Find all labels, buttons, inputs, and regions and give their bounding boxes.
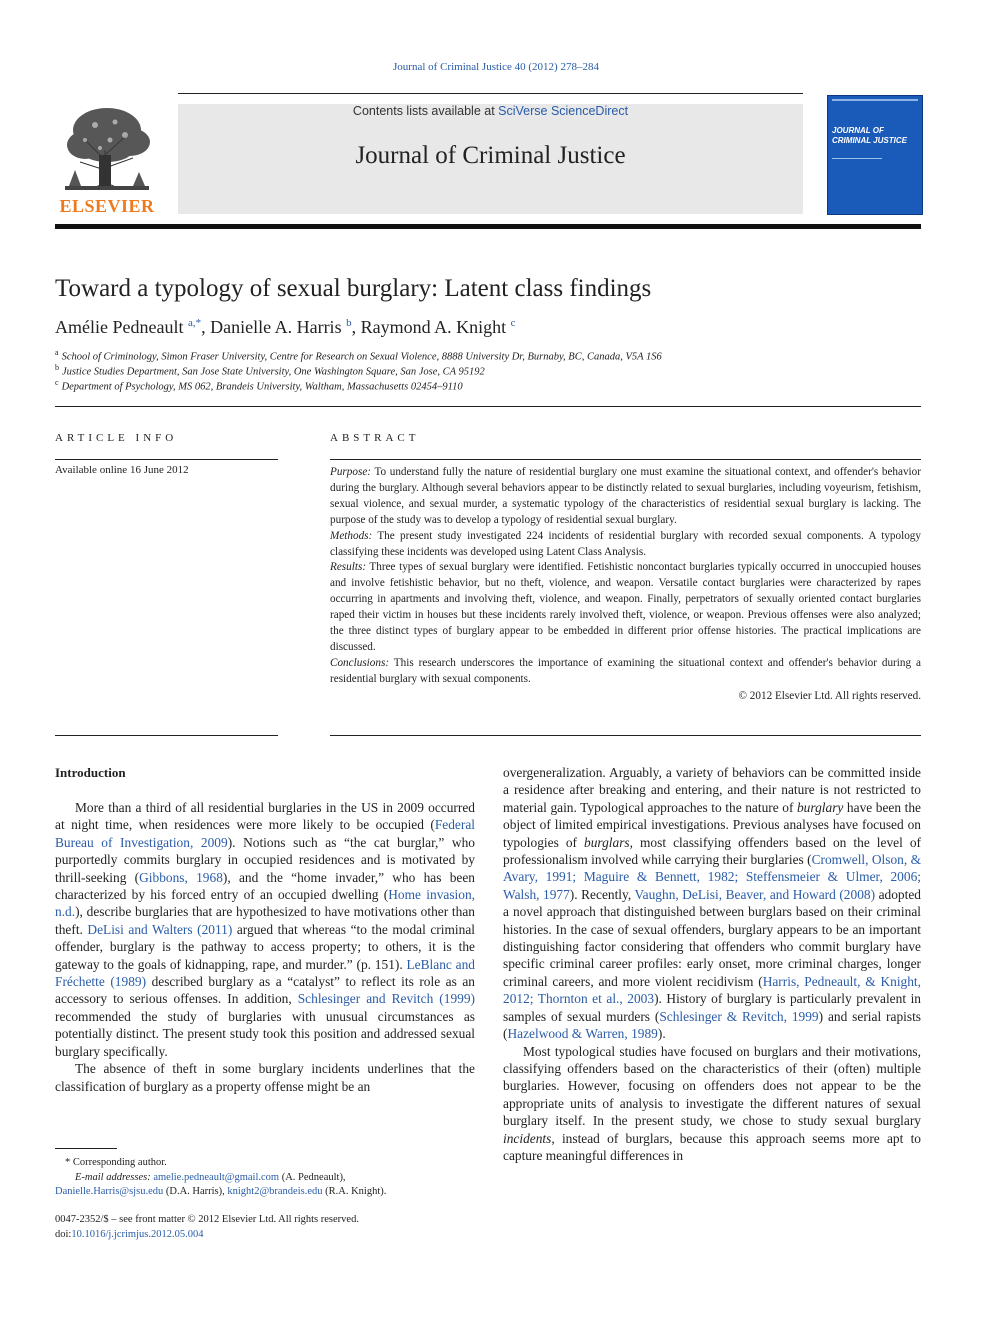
article-info-rule: [55, 459, 278, 460]
citation-link[interactable]: Schlesinger & Revitch, 1999: [659, 1008, 819, 1024]
abstract-text: Three types of sexual burglary were identified. Fetishistic noncontact burglaries typically occurred in unoccupied houses and involve fetishistic behavior, but no theft, violence, and weapon. Versatile contact burglaries were characterized by rapes occurring in apartments and involving theft, violence, and weapon. Finally, perpetrators of sexually oriented contact burglaries raped their victim in houses but these incidents rarely involved theft, violence, or weapon. Previous offenses were also analyzed; the three distinct types of burglary appear to be embedded in different prior offense histories. The practical implications are discussed.: [330, 561, 921, 653]
cover-top-bar: [832, 99, 918, 101]
author-affil-link[interactable]: c: [510, 317, 516, 329]
right-column: [503, 764, 921, 1164]
abstract-purpose: [330, 465, 921, 529]
header-rule: [178, 93, 803, 94]
journal-cover-thumbnail[interactable]: [827, 95, 923, 215]
citation-link[interactable]: Hazelwood & Warren, 1989: [507, 1026, 658, 1042]
body-paragraph: Most typological studies have focused on burglars and their motivations, classifying offenders based on the characteristics of their (often) multiple burglaries. However, focusing on offenders does not appear to be the appropriate units of analysis to investigate the different natures of sexual burglary itself. In the present study, we chose to study sexual burglary incidents, instead of burglars, because this approach seems more apt to capture meaningful differences in: [503, 1043, 921, 1163]
article-info-bottom-rule: [55, 735, 278, 736]
elsevier-wordmark: ELSEVIER: [59, 196, 155, 216]
abstract-label: Results:: [330, 561, 367, 574]
abstract-text: To understand fully the nature of residential burglary one must examine the situational context, and offender's behavior during the burglary. Although several behaviors appear to be distinctly related to sexual burglaries, including voyeurism, fetishism, sexual violence, and sexual murder, a systematic typology of the characteristics of residential sexual burglary is lacking. The purpose of the study was to develop a typology of residential sexual burglary.: [330, 466, 921, 526]
left-column: [55, 799, 475, 1095]
citation-link[interactable]: DeLisi and Walters (2011): [87, 921, 233, 937]
footnote-rule: [55, 1148, 117, 1149]
contents-prefix: Contents lists available at: [352, 104, 499, 118]
introduction-heading: Introduction: [55, 765, 126, 780]
contents-available-line: [178, 104, 803, 118]
abstract-heading: ABSTRACT: [330, 432, 420, 444]
abstract-label: Purpose:: [330, 466, 372, 478]
citation-link[interactable]: Cromwell, Olson, & Avary, 1991; Maguire & Bennett, 1982; Steffensmeier & Ulmer, 2006; Walsh, 1977: [503, 852, 922, 902]
issn-block: [55, 1213, 359, 1242]
abstract-conclusions: [330, 656, 921, 688]
author-affil-link[interactable]: a,*: [187, 317, 202, 329]
doi-link[interactable]: 10.1016/j.jcrimjus.2012.05.004: [71, 1228, 204, 1240]
citation-link[interactable]: LeBlanc and Fréchette (1989): [55, 956, 475, 990]
body-paragraph: The absence of theft in some burglary incidents underlines that the classification of burglary as a property offense might be an: [55, 1061, 475, 1094]
author-list: Amélie Pedneault $^{a,*}$, Danielle A. Harris $^b$, Raymond A. Knight $^c$: [55, 317, 516, 337]
affiliation-text: Department of Psychology, MS 062, Brandeis University, Waltham, Massachusetts 02454–9110: [61, 381, 463, 393]
abstract-label: Methods:: [330, 529, 373, 542]
author-name: Raymond A. Knight: [360, 317, 507, 337]
citation-link[interactable]: Home invasion, n.d.: [55, 887, 476, 920]
abstract-text: The present study investigated 224 incidents of residential burglary with recorded sexual components. A typology classifying these incidents was developed using Latent Class Analysis.: [330, 529, 921, 558]
cover-title: JOURNAL OF CRIMINAL JUSTICE: [832, 126, 907, 145]
abstract-methods: [330, 529, 921, 561]
email-link[interactable]: amelie.pedneault@gmail.com: [153, 1171, 280, 1183]
sciencedirect-link[interactable]: SciVerse ScienceDirect: [498, 104, 629, 118]
citation-link[interactable]: Harris, Pedneault, & Knight, 2012; Thornton et al., 2003: [503, 973, 922, 1007]
email-link[interactable]: knight2@brandeis.edu: [227, 1186, 323, 1197]
header-thick-rule: [55, 224, 921, 229]
affiliation: [55, 378, 463, 393]
issn-line: 0047-2352/$ – see front matter © 2012 Elsevier Ltd. All rights reserved.: [55, 1214, 359, 1225]
citation-link[interactable]: Federal Bureau of Investigation, 2009: [55, 817, 475, 850]
abstract-results: [330, 560, 921, 655]
copyright-notice: © 2012 Elsevier Ltd. All rights reserved.: [738, 689, 921, 702]
journal-reference[interactable]: Journal of Criminal Justice 40 (2012) 278–284: [393, 61, 599, 73]
title-rule: [55, 406, 921, 407]
author-affil-link[interactable]: b: [346, 317, 352, 329]
available-online-date: Available online 16 June 2012: [55, 464, 189, 476]
abstract-text: This research underscores the importance of examining the situational context and offender's behavior during a residential burglary with sexual components.: [330, 656, 921, 685]
body-paragraph: More than a third of all residential burglaries in the US in 2009 occurred at night time, when residences were more likely to be occupied (Federal Bureau of Investigation, 2009). Notions such as “the cat burglar,” who purportedly commits burglary in occupied residences and is motivated by thrill-seeking (Gibbons, 1968), and the “home invader,” who has been characterized by his forced entry of an occupied dwelling (Home invasion, n.d.), describe burglaries that are hypothesized to have motivations other than theft. DeLisi and Walters (2011) argued that whereas “to the modal criminal offender, burglary is the pathway to access property; to others, it is the gateway to the goals of kidnapping, rape, and murder.” (p. 151). LeBlanc and Fréchette (1989) described burglary as a “catalyst” to reflect its role as an accessory to serious offenses. In addition, Schlesinger and Revitch (1999) recommended the study of burglaries with unusual circumstances as potentially distinct. The present study took this position and addressed sexual burglary specifically.: [55, 800, 476, 1059]
footnotes: [55, 1156, 475, 1200]
abstract-rule: [330, 459, 921, 460]
article-info-heading: ARTICLE INFO: [55, 432, 178, 444]
affiliation: [55, 348, 662, 363]
abstract-body: [330, 465, 921, 705]
email-line: Danielle.Harris@sjsu.edu (D.A. Harris), knight2@brandeis.edu (R.A. Knight).: [55, 1186, 387, 1197]
abstract-bottom-rule: [330, 735, 921, 736]
body-paragraph: overgeneralization. Arguably, a variety of behaviors can be committed inside a residence after breaking and entering, and their nature is not restricted to material gain. Typological approaches to the nature of burglary have been the object of limited empirical investigations. Previous analyses have focused on typologies of burglars, most classifying offenders based on the level of professionalism involved while carrying their burglaries (Cromwell, Olson, & Avary, 1991; Maguire & Bennett, 1982; Steffensmeier & Ulmer, 2006; Walsh, 1977). Recently, Vaughn, DeLisi, Beaver, and Howard (2008) adopted a novel approach that distinguished between burglars based on their criminal histories. In the case of sexual offenders, burglary appears to be an important distinguishing factor considering that offenders who commit burglary have specific criminal career profiles: early onset, more criminal charges, longer criminal careers, and more violent recidivism (Harris, Pedneault, & Knight, 2012; Thornton et al., 2003). History of burglary is particularly prevalent in samples of sexual murders (Schlesinger & Revitch, 1999) and serial rapists (Hazelwood & Warren, 1989).: [503, 765, 922, 1042]
affiliation-text: Justice Studies Department, San Jose State University, One Washington Square, San Jose, CA 95192: [62, 366, 485, 378]
email-link[interactable]: Danielle.Harris@sjsu.edu: [55, 1186, 164, 1197]
author-name: Amélie Pedneault: [55, 317, 184, 337]
article-title: Toward a typology of sexual burglary: Latent class findings: [55, 275, 652, 302]
doi-line: doi:10.1016/j.jcrimjus.2012.05.004: [55, 1228, 204, 1240]
citation-link[interactable]: Schlesinger and Revitch (1999): [297, 991, 475, 1007]
abstract-label: Conclusions:: [330, 656, 390, 669]
author-name: Danielle A. Harris: [210, 317, 342, 337]
email-line: E-mail addresses: amelie.pedneault@gmail.com (A. Pedneault),: [75, 1171, 346, 1183]
affiliation-marker: c: [55, 378, 59, 387]
affiliation-text: School of Criminology, Simon Fraser University, Centre for Research on Sexual Violence, 8888 University Dr, Burnaby, BC, Canada, V5A 1S6: [61, 351, 662, 363]
affiliation-marker: a: [55, 348, 59, 357]
citation-link[interactable]: Vaughn, DeLisi, Beaver, and Howard (2008): [634, 886, 876, 902]
affiliation-marker: b: [55, 363, 59, 372]
cover-divider: [832, 158, 882, 159]
journal-name: Journal of Criminal Justice: [355, 142, 626, 169]
corresponding-author-note: * Corresponding author.: [65, 1157, 167, 1168]
affiliation: [55, 363, 485, 378]
citation-link[interactable]: Gibbons, 1968: [139, 869, 223, 885]
